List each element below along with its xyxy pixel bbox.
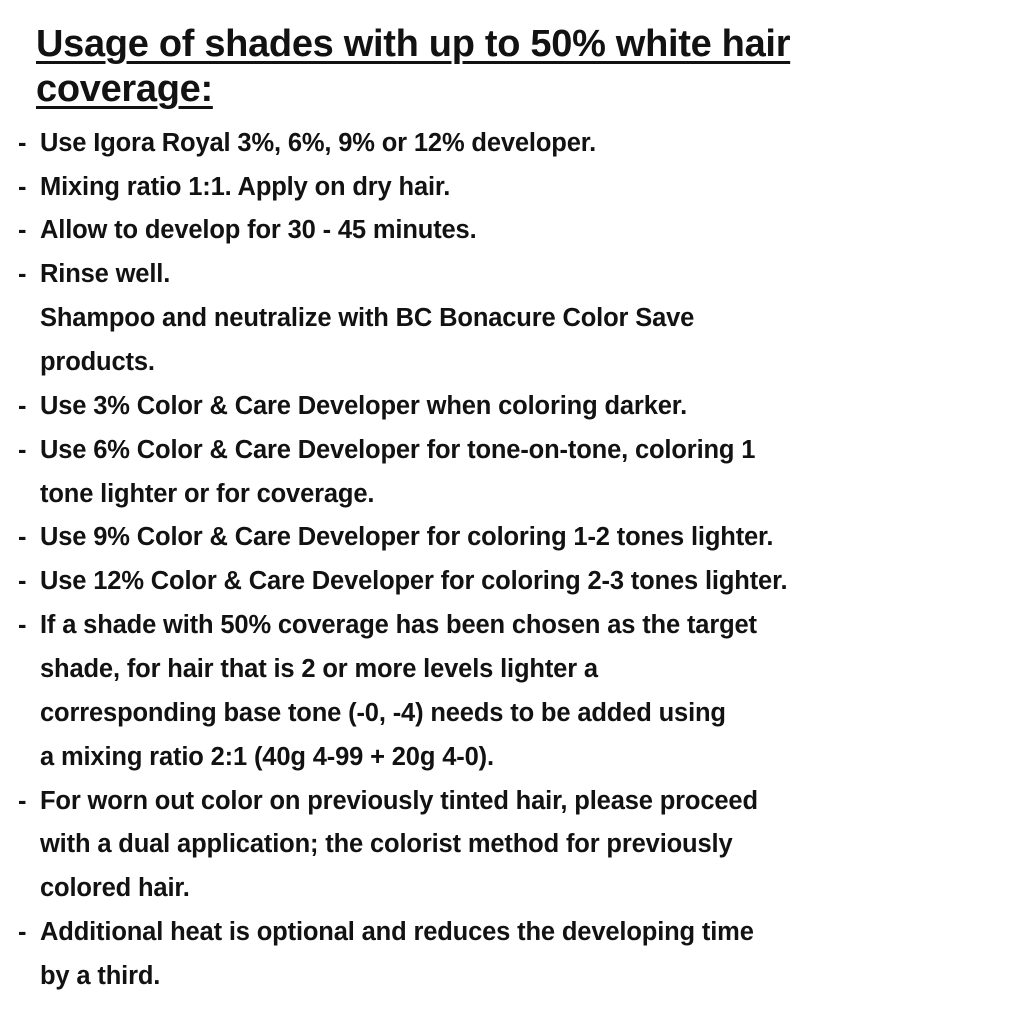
list-item-line: Use 12% Color & Care Developer for coloring 2-3 tones lighter.: [40, 567, 788, 596]
bullet-dash: -: [18, 611, 27, 640]
list-item: [18, 166, 984, 210]
list-item-line: tone lighter or for coverage.: [40, 479, 375, 508]
instructions-list: [18, 122, 984, 999]
page-title: Usage of shades with up to 50% white hair coverage:: [36, 23, 791, 110]
bullet-dash: -: [18, 128, 27, 157]
list-item-line: Shampoo and neutralize with BC Bonacure Color Save: [40, 304, 695, 333]
list-item-line: Additional heat is optional and reduces the developing time: [40, 918, 754, 947]
list-item-line: If a shade with 50% coverage has been chosen as the target: [40, 611, 757, 640]
list-item-text: [40, 780, 920, 912]
list-item-line: a mixing ratio 2:1 (40g 4-99 + 20g 4-0).: [40, 742, 494, 771]
list-item-line: Use Igora Royal 3%, 6%, 9% or 12% developer.: [40, 128, 597, 157]
list-item: [18, 604, 984, 779]
list-item-text: [40, 209, 920, 253]
list-item-text: [40, 560, 920, 604]
list-item: [18, 560, 984, 604]
list-item-text: [40, 166, 920, 210]
bullet-dash: -: [18, 391, 27, 420]
list-item-line: Allow to develop for 30 - 45 minutes.: [40, 216, 477, 245]
list-item-text: [40, 604, 920, 779]
list-item-line: products.: [40, 347, 155, 376]
bullet-dash: -: [18, 172, 27, 201]
list-item-line: shade, for hair that is 2 or more levels lighter a: [40, 654, 598, 683]
list-item-line: Use 3% Color & Care Developer when coloring darker.: [40, 391, 688, 420]
bullet-dash: -: [18, 435, 27, 464]
list-item-text: [40, 429, 920, 517]
list-item-line: Rinse well.: [40, 260, 171, 289]
list-item-line: Use 9% Color & Care Developer for coloring 1-2 tones lighter.: [40, 523, 774, 552]
list-item-text: [40, 253, 920, 385]
list-item: [18, 516, 984, 560]
list-item-line: For worn out color on previously tinted hair, please proceed: [40, 786, 758, 815]
list-item-text: [40, 516, 920, 560]
bullet-dash: -: [18, 260, 27, 289]
bullet-dash: -: [18, 523, 27, 552]
list-item-line: Use 6% Color & Care Developer for tone-on-tone, coloring 1: [40, 435, 756, 464]
list-item: [18, 385, 984, 429]
list-item-line: with a dual application; the colorist method for previously: [40, 830, 733, 859]
list-item: [18, 911, 984, 999]
list-item-text: [40, 911, 920, 999]
list-item: [18, 780, 984, 912]
list-item: [18, 209, 984, 253]
list-item-line: corresponding base tone (-0, -4) needs to be added using: [40, 698, 726, 727]
list-item-text: [40, 122, 920, 166]
list-item-line: Mixing ratio 1:1. Apply on dry hair.: [40, 172, 451, 201]
list-item: [18, 122, 984, 166]
list-item: [18, 429, 984, 517]
bullet-dash: -: [18, 786, 27, 815]
list-item: [18, 253, 984, 385]
list-item-line: colored hair.: [40, 874, 190, 903]
list-item-line: by a third.: [40, 961, 161, 990]
bullet-dash: -: [18, 567, 27, 596]
bullet-dash: -: [18, 918, 27, 947]
list-item-text: [40, 385, 920, 429]
bullet-dash: -: [18, 216, 27, 245]
